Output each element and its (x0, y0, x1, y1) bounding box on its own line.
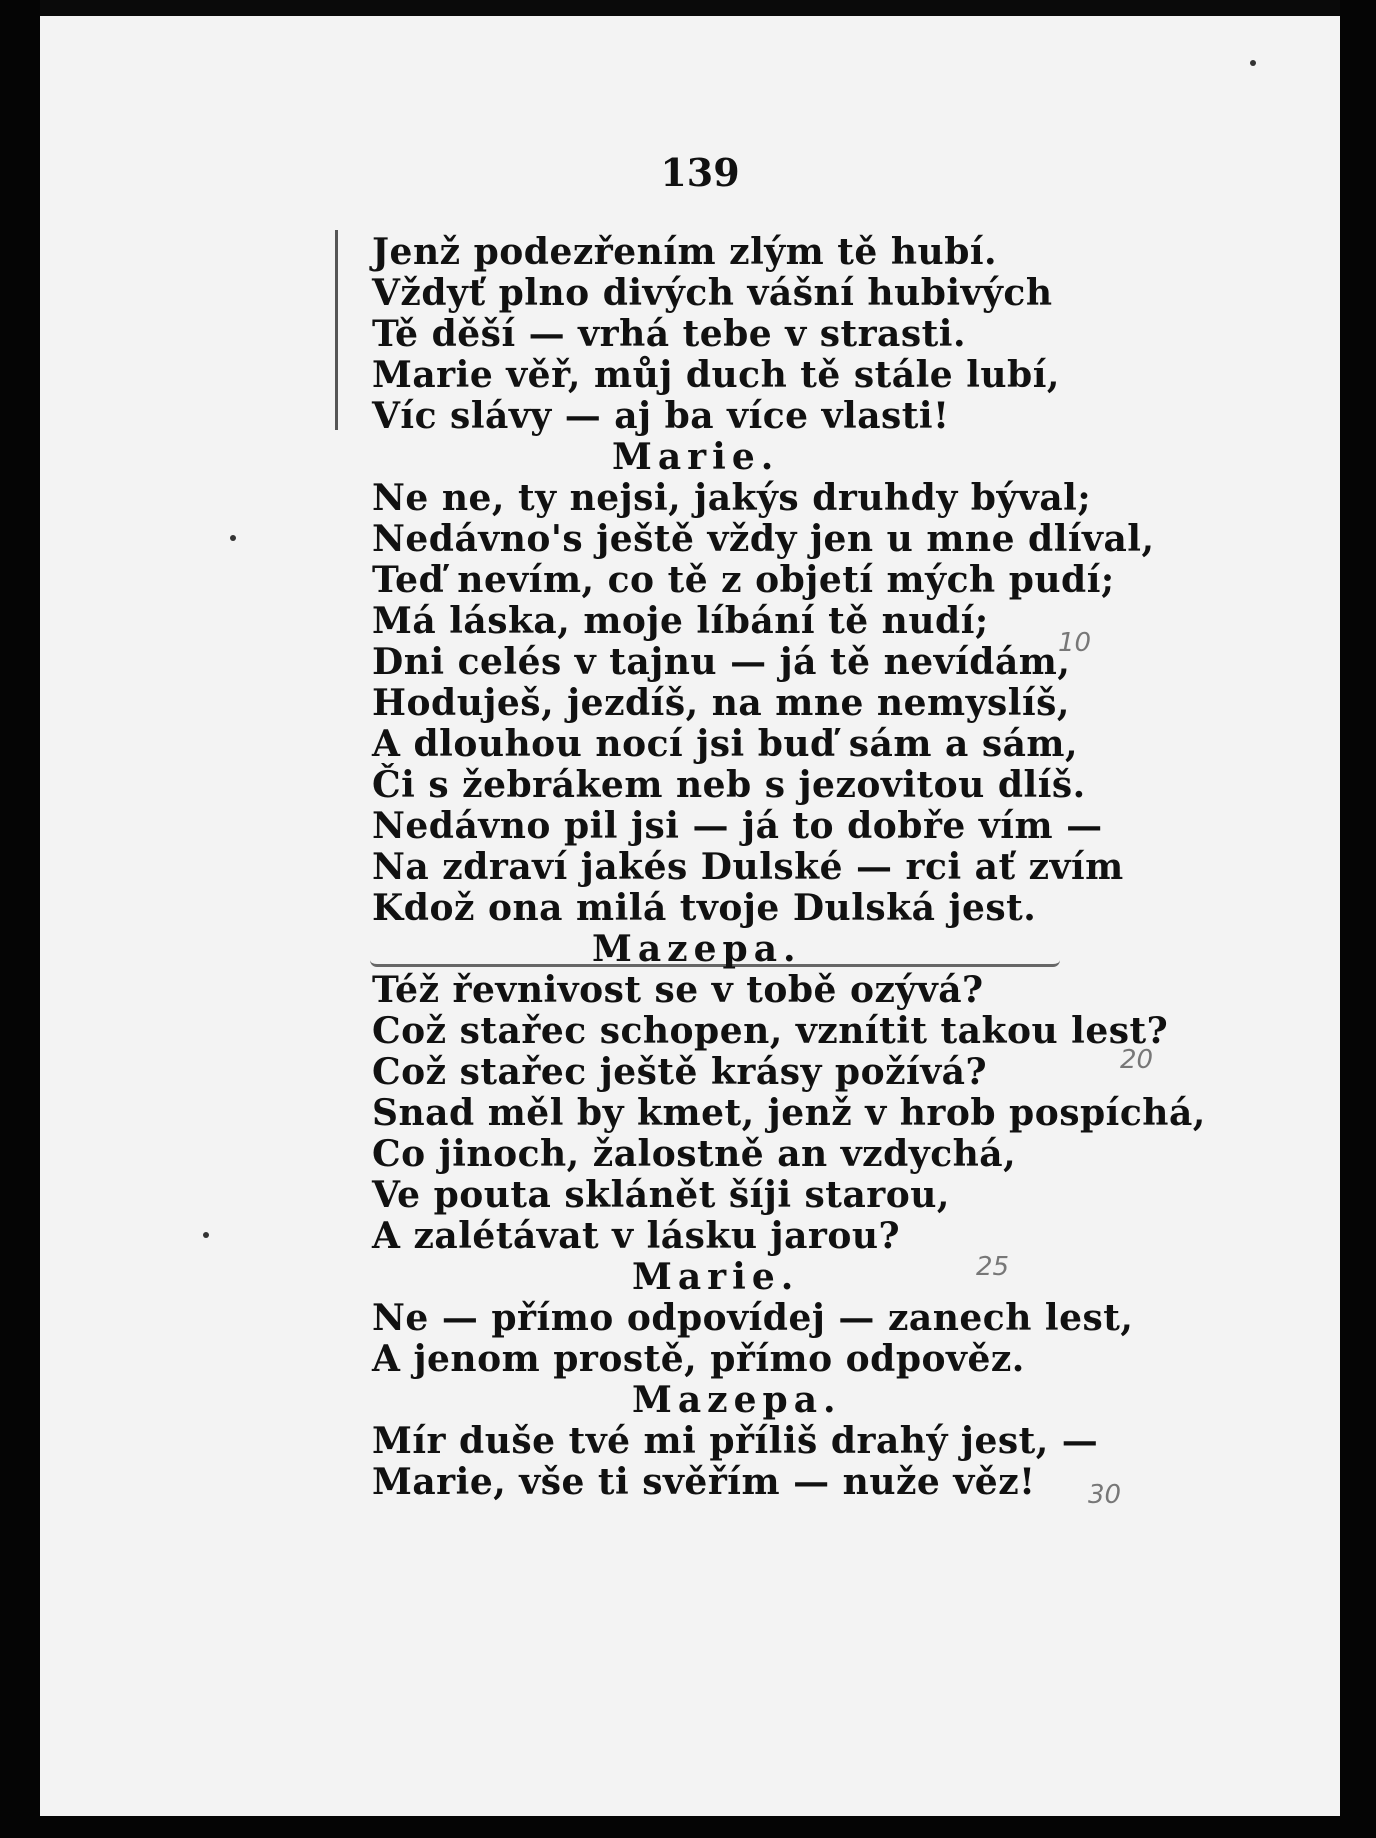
verse-line: Ve pouta sklánět šíji starou, (372, 1174, 950, 1216)
pencil-line-count: 20 (1120, 1045, 1154, 1075)
verse-line: Vždyť plno divých vášní hubivých (372, 272, 1053, 314)
left-binding-edge (0, 0, 40, 1838)
speaker-name: Marie. (632, 1256, 800, 1298)
pencil-line-count: 30 (1088, 1480, 1122, 1510)
bottom-binding-edge (0, 1816, 1376, 1838)
verse-line: Nedávno pil jsi — já to dobře vím — (372, 805, 1103, 847)
pencil-line-count: 10 (1058, 628, 1092, 658)
verse-line: Či s žebrákem neb s jezovitou dlíš. (372, 764, 1086, 806)
speaker-name: Marie. (612, 436, 780, 478)
pencil-line-count: 25 (976, 1252, 1010, 1282)
verse-line: Jenž podezřením zlým tě hubí. (372, 231, 998, 273)
speaker-name: Mazepa. (632, 1379, 842, 1421)
ink-dot (1250, 60, 1256, 66)
right-binding-edge (1340, 0, 1376, 1838)
page-number: 139 (660, 150, 740, 195)
verse-line: Marie, vše ti svěřím — nuže věz! (372, 1461, 1036, 1503)
poem-text (372, 231, 1206, 1503)
verse-line: Hoduješ, jezdíš, na mne nemyslíš, (372, 682, 1070, 724)
verse-line: Též řevnivost se v tobě ozývá? (372, 969, 984, 1011)
verse-line: Tě děší — vrhá tebe v strasti. (372, 313, 966, 355)
speaker-name: Mazepa. (592, 928, 802, 970)
verse-line: A dlouhou nocí jsi buď sám a sám, (372, 723, 1079, 765)
verse-line: Co jinoch, žalostně an vzdychá, (372, 1133, 1017, 1175)
verse-line: Snad měl by kmet, jenž v hrob pospíchá, (372, 1092, 1206, 1134)
verse-line: Dni celés v tajnu — já tě nevídám, (372, 641, 1071, 683)
ink-dot (203, 1232, 209, 1238)
verse-line: Což stařec ještě krásy požívá? (372, 1051, 988, 1093)
verse-line: A jenom prostě, přímo odpověz. (372, 1338, 1025, 1380)
verse-line: A zalétávat v lásku jarou? (372, 1215, 901, 1257)
verse-line: Kdož ona milá tvoje Dulská jest. (372, 887, 1037, 929)
ink-dot (230, 535, 236, 541)
verse-line: Má láska, moje líbání tě nudí; (372, 600, 989, 642)
verse-line: Teď nevím, co tě z objetí mých pudí; (372, 559, 1115, 601)
pencil-bracket-mark (335, 230, 348, 430)
verse-line: Nedávno's ještě vždy jen u mne dlíval, (372, 518, 1155, 560)
verse-line: Marie věř, můj duch tě stále lubí, (372, 354, 1060, 396)
verse-line: Mír duše tvé mi příliš drahý jest, — (372, 1420, 1099, 1462)
verse-line: Ne ne, ty nejsi, jakýs druhdy býval; (372, 477, 1092, 519)
verse-line: Na zdraví jakés Dulské — rci ať zvím (372, 846, 1124, 888)
verse-line: Ne — přímo odpovídej — zanech lest, (372, 1297, 1134, 1339)
verse-line: Což stařec schopen, vznítit takou lest? (372, 1010, 1169, 1052)
verse-line: Víc slávy — aj ba více vlasti! (372, 395, 950, 437)
